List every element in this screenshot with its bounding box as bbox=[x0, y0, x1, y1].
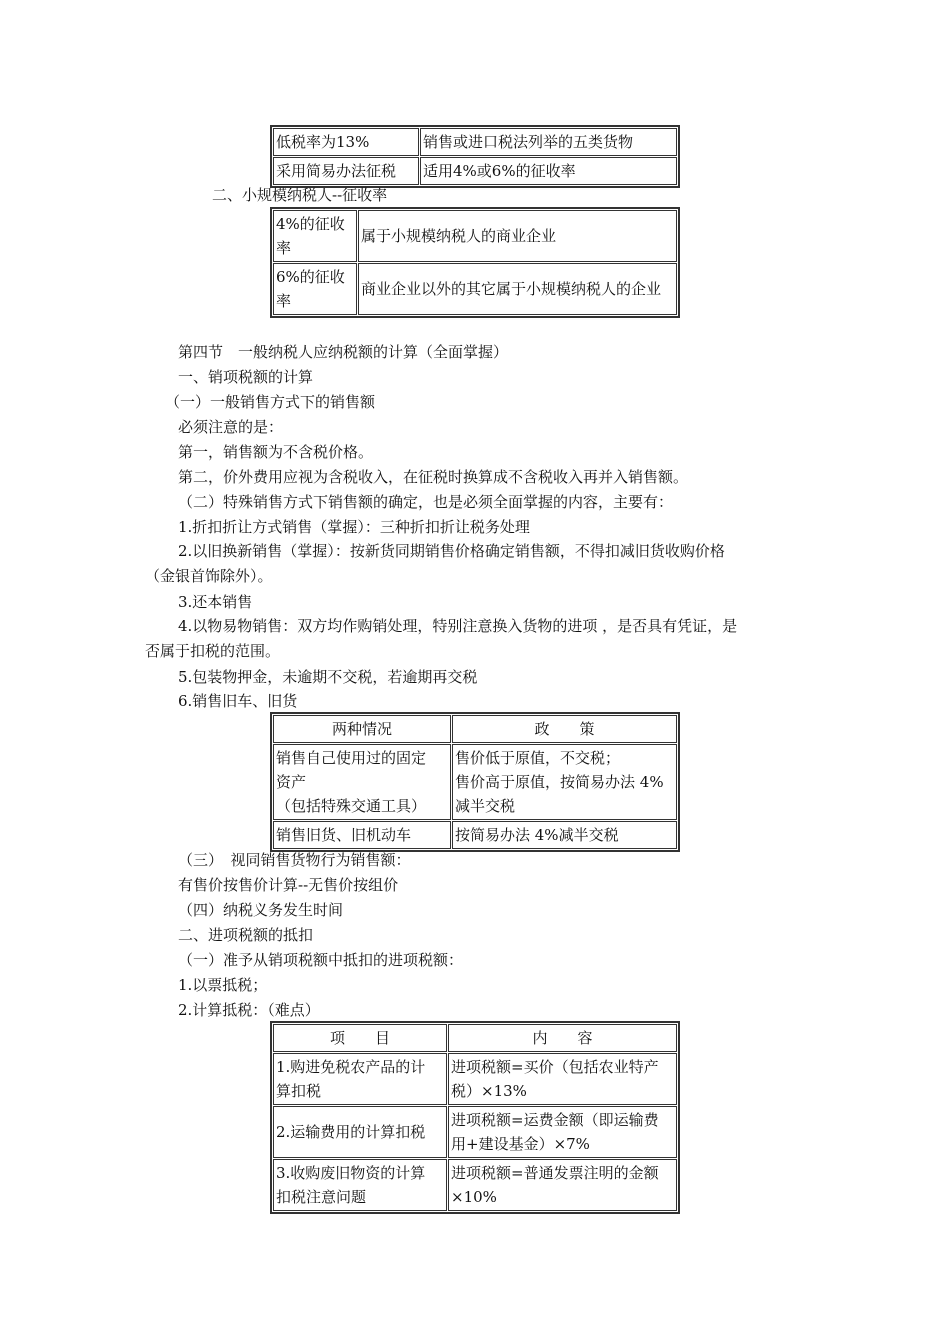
used-goods-table bbox=[270, 712, 680, 852]
table-header-row bbox=[273, 715, 677, 743]
table-cell bbox=[273, 1053, 447, 1105]
table-row bbox=[273, 1159, 677, 1211]
section-title: 第四节 一般纳税人应纳税额的计算（全面掌握） bbox=[178, 343, 509, 361]
table-row bbox=[273, 1106, 677, 1158]
table-cell: 按简易办法 4%减半交税 bbox=[452, 821, 677, 849]
text-line: （二）特殊销售方式下销售额的确定，也是必须全面掌握的内容，主要有： bbox=[178, 493, 674, 511]
table-cell bbox=[273, 744, 451, 820]
text-line: 有售价按售价计算--无售价按组价 bbox=[178, 876, 399, 894]
cell-line: 扣税注意问题 bbox=[276, 1188, 367, 1206]
table-cell: 6%的征收率 bbox=[273, 263, 357, 315]
text-line: 6.销售旧车、旧货 bbox=[178, 692, 298, 710]
table-row bbox=[273, 210, 677, 262]
cell-line: 税）×13% bbox=[451, 1082, 527, 1100]
table-cell: 4%的征收率 bbox=[273, 210, 357, 262]
table-cell bbox=[448, 1159, 677, 1211]
text-line: （一）准予从销项税额中抵扣的进项税额： bbox=[178, 951, 464, 969]
table-header-row bbox=[273, 1024, 677, 1052]
cell-line: 1.购进免税农产品的计 bbox=[276, 1058, 426, 1076]
cell-line: ×10% bbox=[451, 1188, 497, 1206]
text-line: 3.还本销售 bbox=[178, 593, 253, 611]
table-cell bbox=[448, 1106, 677, 1158]
table-cell bbox=[448, 1053, 677, 1105]
table-header: 内 容 bbox=[448, 1024, 677, 1052]
table-row bbox=[273, 821, 677, 849]
table-cell: 商业企业以外的其它属于小规模纳税人的企业 bbox=[358, 263, 677, 315]
cell-line: 售价高于原值，按简易办法 4% bbox=[455, 773, 664, 791]
cell-line: 进项税额=普通发票注明的金额 bbox=[451, 1164, 659, 1182]
table-row bbox=[273, 263, 677, 315]
cell-line: 3.收购废旧物资的计算 bbox=[276, 1164, 426, 1182]
small-scale-heading: 二、小规模纳税人--征收率 bbox=[212, 186, 388, 204]
table-header: 项 目 bbox=[273, 1024, 447, 1052]
table-header: 两种情况 bbox=[273, 715, 451, 743]
cell-line: 销售自己使用过的固定 bbox=[276, 749, 427, 767]
text-line: 1.以票抵税； bbox=[178, 976, 268, 994]
text-line: 第一，销售额为不含税价格。 bbox=[178, 443, 374, 461]
table-cell: 2.运输费用的计算扣税 bbox=[273, 1106, 447, 1158]
text-line: 第二，价外费用应视为含税收入，在征税时换算成不含税收入再并入销售额。 bbox=[178, 468, 689, 486]
cell-line: 进项税额=买价（包括农业特产 bbox=[451, 1058, 659, 1076]
deduction-table bbox=[270, 1021, 680, 1214]
text-line: （三） 视同销售货物行为销售额： bbox=[178, 851, 411, 869]
table-cell: 销售旧货、旧机动车 bbox=[273, 821, 451, 849]
table-cell: 适用4%或6%的征收率 bbox=[420, 157, 677, 185]
text-line: 2.计算抵税：（难点） bbox=[178, 1001, 320, 1019]
table-row bbox=[273, 744, 677, 820]
cell-line: 用+建设基金）×7% bbox=[451, 1135, 590, 1153]
table-row bbox=[273, 1053, 677, 1105]
table-cell bbox=[273, 1159, 447, 1211]
cell-line: 算扣税 bbox=[276, 1082, 322, 1100]
table-cell: 属于小规模纳税人的商业企业 bbox=[358, 210, 677, 262]
cell-line: 减半交税 bbox=[455, 797, 516, 815]
cell-line: （包括特殊交通工具） bbox=[276, 797, 427, 815]
text-line: （金银首饰除外）。 bbox=[145, 567, 273, 585]
text-line: 必须注意的是： bbox=[178, 418, 284, 436]
table-row bbox=[273, 157, 677, 185]
cell-line: 售价低于原值，不交税； bbox=[455, 749, 621, 767]
cell-line: 进项税额=运费金额（即运输费 bbox=[451, 1111, 659, 1129]
text-line: （一）一般销售方式下的销售额 bbox=[165, 393, 376, 411]
text-paragraph bbox=[145, 539, 725, 589]
text-line: 否属于扣税的范围。 bbox=[145, 642, 281, 660]
table-row bbox=[273, 128, 677, 156]
general-rates-table bbox=[270, 125, 680, 188]
text-line: 二、进项税额的抵扣 bbox=[178, 926, 314, 944]
text-line: 2.以旧换新销售（掌握）：按新货同期销售价格确定销售额，不得扣减旧货收购价格 bbox=[178, 542, 725, 560]
text-line: 一、销项税额的计算 bbox=[178, 368, 314, 386]
cell-line: 资产 bbox=[276, 773, 307, 791]
table-header: 政 策 bbox=[452, 715, 677, 743]
small-scale-table bbox=[270, 207, 680, 318]
text-line: （四）纳税义务发生时间 bbox=[178, 901, 344, 919]
table-cell: 采用简易办法征税 bbox=[273, 157, 419, 185]
text-line: 5.包装物押金，未逾期不交税，若逾期再交税 bbox=[178, 668, 478, 686]
table-cell: 销售或进口税法列举的五类货物 bbox=[420, 128, 677, 156]
text-line: 4.以物易物销售：双方均作购销处理，特别注意换入货物的进项 ，是否具有凭证，是 bbox=[178, 617, 738, 635]
table-cell bbox=[452, 744, 677, 820]
text-paragraph bbox=[145, 614, 737, 664]
table-cell: 低税率为13% bbox=[273, 128, 419, 156]
text-line: 1.折扣折让方式销售（掌握）：三种折扣折让税务处理 bbox=[178, 518, 530, 536]
